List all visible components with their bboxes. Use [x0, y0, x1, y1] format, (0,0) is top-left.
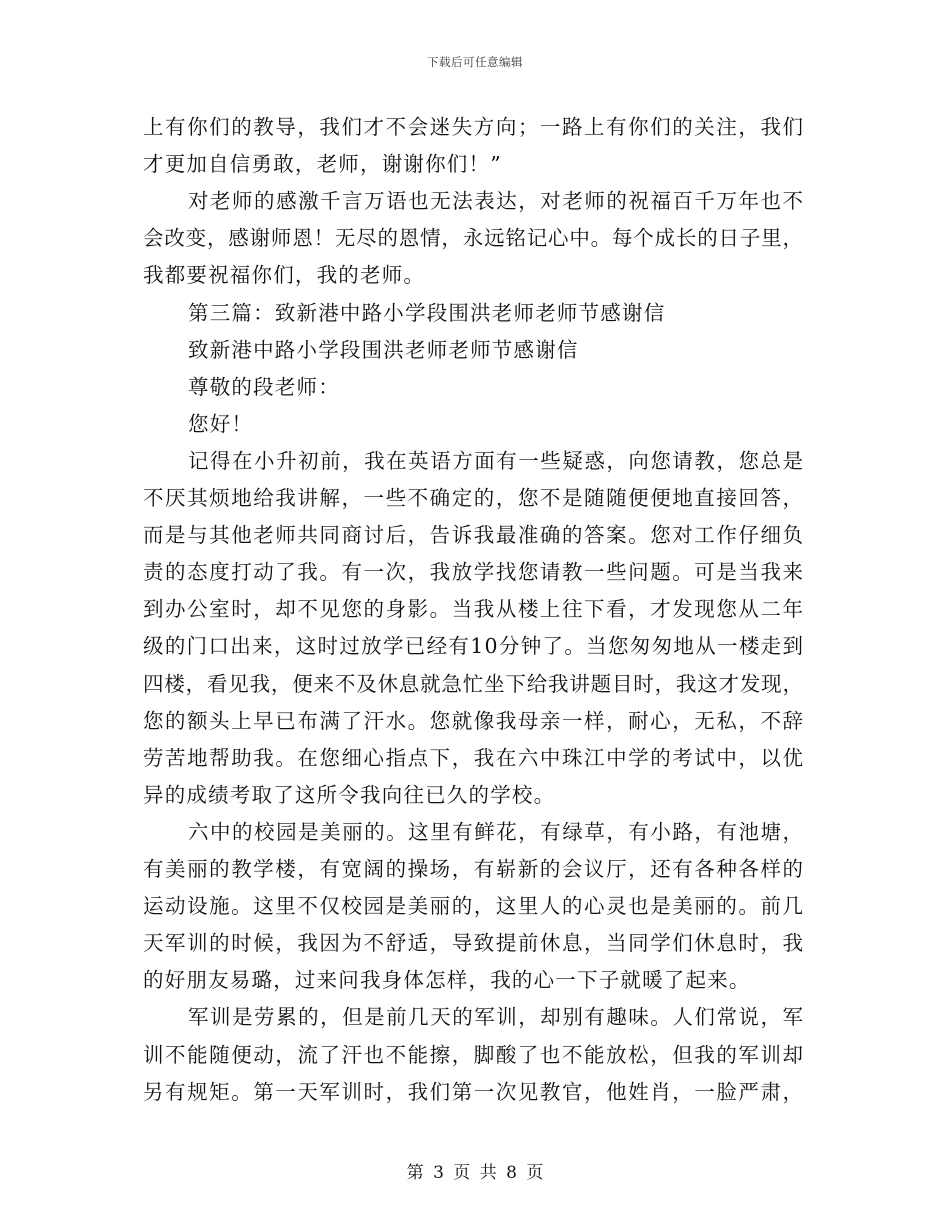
text-line: 六中的校园是美丽的。这里有鲜花，有绿草，有小路，有池塘，: [188, 819, 805, 844]
text-line: 训不能随便动，流了汗也不能擦，脚酸了也不能放松，但我的军训却: [143, 1042, 805, 1067]
page-header: 下载后可任意编辑: [427, 55, 523, 69]
text-line: 有美丽的教学楼，有宽阔的操场，有崭新的会议厅，还有各种各样的: [143, 857, 805, 881]
text-line: 上有你们的教导，我们才不会迷失方向；一路上有你们的关注，我们: [143, 115, 805, 139]
text-line: 异的成绩考取了这所令我向往已久的学校。: [143, 782, 556, 807]
text-line: 而是与其他老师共同商讨后，告诉我最准确的答案。您对工作仔细负: [143, 523, 805, 548]
text-line: 才更加自信勇敢，老师，谢谢你们！”: [143, 152, 502, 177]
salutation: 尊敬的段老师：: [188, 374, 340, 399]
text-line: 到办公室时，却不见您的身影。当我从楼上往下看，才发现您从二年: [143, 597, 805, 622]
text-line: 会改变，感谢师恩！无尽的恩情，永远铭记心中。每个成长的日子里，: [143, 226, 804, 251]
page-footer: 第 3 页 共 8 页: [406, 1163, 544, 1183]
text-line: 对老师的感激千言万语也无法表达，对老师的祝福百千万年也不: [188, 189, 805, 214]
text-line: 军训是劳累的，但是前几天的军训，却别有趣味。人们常说，军: [188, 1005, 805, 1030]
section-heading: 第三篇：致新港中路小学段围洪老师老师节感谢信: [188, 300, 666, 325]
text-line: 劳苦地帮助我。在您细心指点下，我在六中珠江中学的考试中，以优: [143, 745, 805, 770]
text-line: 记得在小升初前，我在英语方面有一些疑惑，向您请教，您总是: [188, 448, 805, 473]
text-line: 责的态度打动了我。有一次，我放学找您请教一些问题。可是当我来: [143, 560, 805, 585]
text-line: 您的额头上早已布满了汗水。您就像我母亲一样，耐心，无私，不辞: [143, 708, 805, 733]
text-line: 另有规矩。第一天军训时，我们第一次见教官，他姓肖，一脸严肃，: [143, 1079, 805, 1104]
text-line: 四楼，看见我，便来不及休息就急忙坐下给我讲题目时，我这才发现，: [143, 671, 804, 696]
greeting: 您好！: [188, 411, 254, 436]
letter-title: 致新港中路小学段围洪老师老师节感谢信: [188, 337, 579, 362]
text-line: 天军训的时候，我因为不舒适，导致提前休息，当同学们休息时，我: [143, 931, 805, 956]
text-line: 的好朋友易璐，过来问我身体怎样，我的心一下子就暖了起来。: [143, 968, 751, 993]
text-line: 级的门口出来，这时过放学已经有10分钟了。当您匆匆地从一楼走到: [143, 634, 805, 659]
text-line: 不厌其烦地给我讲解，一些不确定的，您不是随随便便地直接回答，: [143, 486, 805, 510]
text-line: 我都要祝福你们，我的老师。: [143, 263, 426, 288]
text-line: 运动设施。这里不仅校园是美丽的，这里人的心灵也是美丽的。前几: [143, 894, 805, 919]
